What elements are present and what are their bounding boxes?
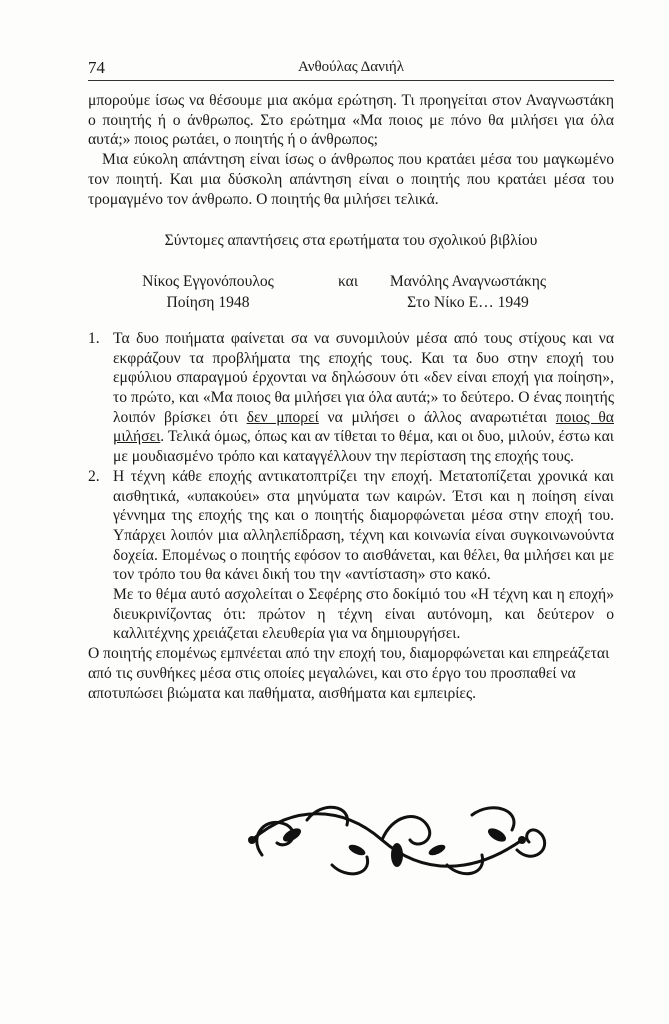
conjunction: και xyxy=(337,272,359,290)
answers-list xyxy=(88,329,614,644)
floral-ornament-icon xyxy=(232,795,562,885)
poet-name: Νίκος Εγγονόπουλος xyxy=(142,272,274,290)
intro-paragraph: μπορούμε ίσως να θέσουμε μια ακόμα ερώτηση. Τι προηγείται στον Αναγνωστάκη ο ποιητής ή ο άνθρωπος. Στο ερώτημα «Μα ποιος με πόνο θα μιλήσει για όλα αυτά;» ποιος ρωτάει, ο ποιητής ή ο άνθρωπος; xyxy=(88,92,614,149)
poem-right xyxy=(368,271,568,313)
text-segment: . Τελικά όμως, όπως και αν τίθεται το θέμα, και οι δυο, μιλούν, έστω και με μουδιασμένο τρόπο και καταγγέλλουν την περίσταση της εποχής τους. xyxy=(113,428,614,466)
answer-text: Η τέχνη κάθε εποχής αντικατοπτρίζει την εποχή. Μετατοπίζεται χρονικά και αισθητικά, «υπακούει» στα μηνύματα των καιρών. Έτσι και η ποίηση είναι γέννημα της εποχής της και ο ποιητής διαμορφώνεται μέσα στην εποχή του. Υπάρχει λοιπόν μια αλληλεπίδραση, τέχνη και κοινωνία είναι συγκοινωνούντα δοχεία. Επομένως ο ποιητής εφόσον το αισθάνεται, και θέλει, θα μιλήσει και με τον τρόπο του θα κάνει δική του την «αντίσταση» στο κακό. xyxy=(113,467,614,584)
author-header: Ανθούλας Δανιήλ xyxy=(297,59,405,75)
poem-work: Ποίηση 1948 xyxy=(166,293,250,311)
list-item xyxy=(88,329,614,467)
poem-left xyxy=(88,271,328,313)
answer-text xyxy=(113,329,614,467)
item-number: 2. xyxy=(88,467,100,485)
poem-titles xyxy=(88,271,614,313)
list-item xyxy=(88,467,614,644)
page-body xyxy=(88,91,614,703)
section-heading: Σύντομες απαντήσεις στα ερωτήματα του σχολικού βιβλίου xyxy=(164,232,538,250)
text-segment: Τα δυο ποιήματα φαίνεται σα να συνομιλούν μέσα από τους στίχους και να εκφράζουν τα προβλήματα της εποχής τους. Και τα δυο στην εποχή του εμφύλιου σπαραγμού έρχονται να δηλώσουν ότι «δεν είναι εποχή για ποίηση», το πρώτο, και «Μα ποιος θα μιλήσει για όλα αυτά;» το δεύτερο. Ο ένας ποιητής λοιπόν βρίσκει ότι xyxy=(113,329,614,426)
item-number: 1. xyxy=(88,329,100,347)
running-header xyxy=(88,56,614,81)
page-number: 74 xyxy=(88,58,105,77)
underlined-text: δεν μπορεί xyxy=(246,408,319,426)
poem-work: Στο Νίκο Ε… 1949 xyxy=(407,293,529,311)
answer-text: Με το θέμα αυτό ασχολείται ο Σεφέρης στο δοκίμιό του «Η τέχνη και η εποχή» διευκρινίζοντας ότι: πρώτον η τέχνη είναι αυτόνομη, και δεύτερον ο καλλιτέχνης χρειάζεται ελευθερία για να δημιουργήσει. xyxy=(113,586,614,643)
text-segment: να μιλήσει ο άλλος αναρωτιέται xyxy=(318,408,556,426)
intro-paragraph: Μια εύκολη απάντηση είναι ίσως ο άνθρωπος που κρατάει μέσα του μαγκωμένο τον ποιητή. Και μια δύσκολη απάντηση είναι ο ποιητής που κρατάει μέσα του τρομαγμένο τον άνθρωπο. Ο ποιητής θα μιλήσει τελικά. xyxy=(88,151,614,208)
underlined-text: ποιος θα μιλήσει xyxy=(113,408,614,446)
poet-name: Μανόλης Αναγνωστάκης xyxy=(389,272,547,290)
conclusion-paragraph: Ο ποιητής επομένως εμπνέεται από την εποχή του, διαμορφώνεται και επηρεάζεται από τις συνθήκες μέσα στις οποίες μεγαλώνει, και στο έργο του προσπαθεί να αποτυπώσει βιώματα και παθήματα, αισθήματα και εμπειρίες. xyxy=(88,645,610,702)
